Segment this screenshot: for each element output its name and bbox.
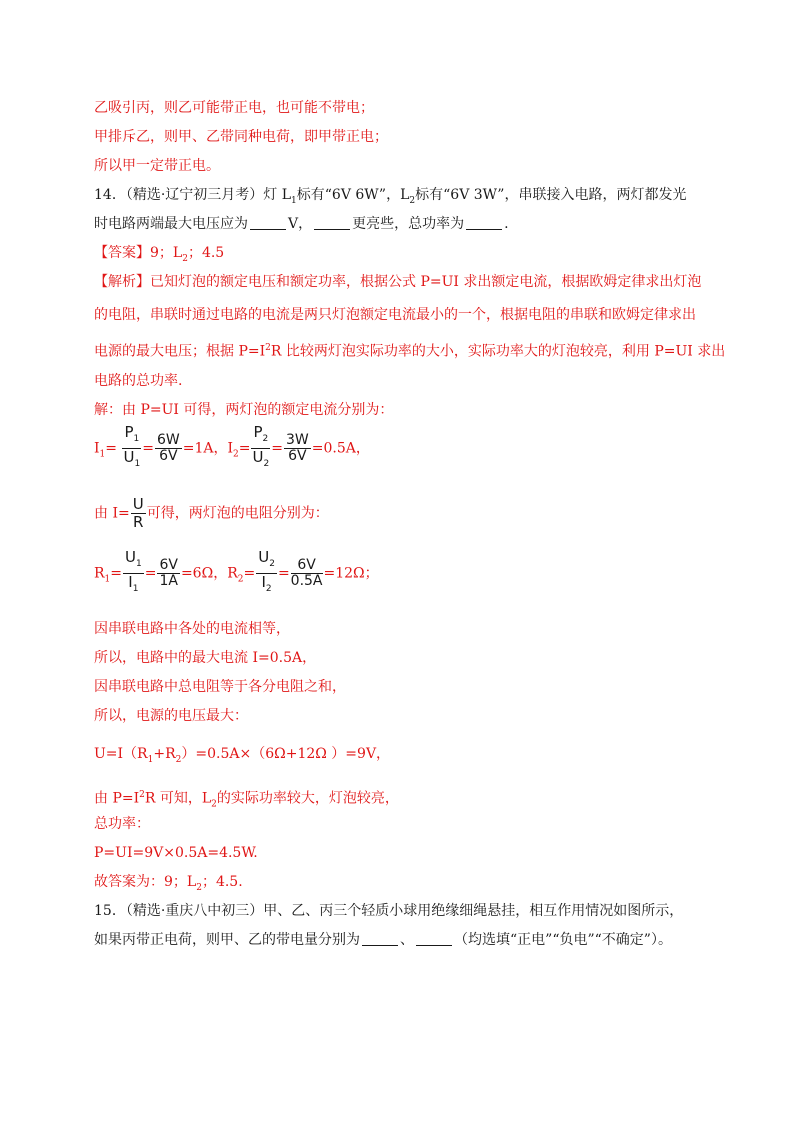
voltage-equation [94, 745, 390, 769]
equals: = [110, 565, 123, 582]
fraction-u-r: $\frac{U}{R}$ [132, 495, 144, 531]
text: 由 I= [94, 505, 130, 522]
power-comparison [94, 786, 399, 813]
analysis-tag: 【解析】 [94, 274, 150, 290]
text: 标有“6V 3W”，串联接入电路，两灯都发光 [415, 187, 687, 203]
fraction-u2-i2 [256, 549, 277, 598]
answer-blank [314, 215, 350, 230]
subscript: 1 [99, 449, 106, 460]
answer-blank [466, 215, 502, 230]
solution-intro [94, 401, 393, 419]
equals: = [144, 565, 157, 582]
symbol: I [128, 573, 133, 591]
question-15-line2 [94, 931, 672, 949]
superscript: 2 [265, 343, 271, 353]
text: 9；L [150, 245, 183, 261]
text: R 比较两灯泡实际功率的大小，实际功率大的灯泡较亮，利用 P=UI 求出 [270, 343, 726, 360]
subscript: 2 [269, 559, 275, 569]
answer-blank [250, 215, 286, 230]
text: V， [288, 216, 313, 232]
answer-blank [416, 931, 452, 946]
symbol: U [125, 548, 136, 566]
text: 时电路两端最大电压应为 [94, 216, 248, 232]
subscript: 1 [133, 434, 140, 444]
text: 15．（精选·重庆八中初三）甲、乙、丙三个轻质小球用绝缘细绳悬挂，相互作用情况如图所示， [94, 903, 684, 919]
symbol: I [261, 573, 266, 591]
equals: = [277, 565, 290, 582]
text: =0.5A， [311, 440, 370, 457]
text: +R [153, 746, 176, 762]
fraction-p1-u1 [122, 424, 141, 473]
text: R 可知，L [144, 790, 212, 807]
question-15-line1 [94, 902, 683, 920]
text: 14．（精选·辽宁初三月考）灯 L [94, 187, 292, 203]
ohm-law-line [94, 496, 329, 531]
subscript: 2 [211, 799, 217, 810]
fraction-3w-6v: $\frac{3W}{6V}$ [285, 432, 309, 464]
text: 电路的总功率. [94, 373, 183, 389]
answer-tag: 【答案】 [94, 245, 150, 261]
fraction-6w-6v: $\frac{6W}{6V}$ [156, 432, 180, 464]
subscript: 2 [182, 253, 188, 264]
final-answer [94, 873, 243, 897]
total-power-equation [94, 844, 258, 862]
subscript: 1 [132, 584, 139, 594]
text: 故答案为：9；L [94, 874, 197, 890]
symbol: P [124, 423, 134, 441]
symbol: U [252, 448, 264, 466]
text: = [105, 440, 117, 457]
text: R [94, 565, 105, 582]
question-14-line1 [94, 186, 686, 210]
question-14-line2 [94, 215, 509, 233]
fraction-6v-05a: $\frac{6V}{0.5A}$ [290, 557, 323, 589]
text: 解：由 P=UI 可得，两灯泡的额定电流分别为： [94, 402, 394, 418]
text-line [94, 649, 316, 667]
subscript: 2 [265, 584, 272, 594]
text: 电源的最大电压；根据 P=I [94, 343, 266, 360]
subscript: 1 [134, 459, 141, 469]
text-line [94, 620, 290, 638]
fraction-u1-i1 [123, 549, 144, 598]
text: =12Ω； [323, 565, 379, 582]
text: P=UI=9V×0.5A=4.5W. [94, 845, 258, 861]
equals: = [271, 440, 283, 457]
subscript: 2 [196, 882, 202, 893]
subscript: 2 [262, 434, 269, 444]
equals: = [243, 565, 256, 582]
analysis-line2 [94, 306, 696, 324]
answer-line [94, 244, 224, 268]
subscript: 1 [104, 574, 111, 585]
resistance-formula [94, 549, 379, 598]
text: 可得，两灯泡的电阻分别为： [146, 505, 329, 522]
fraction-6v-1a: $\frac{6V}{1A}$ [159, 557, 178, 589]
subscript: 1 [136, 559, 142, 569]
equals: = [238, 440, 251, 457]
text: 已知灯泡的额定电压和额定功率，根据公式 P=UI 求出额定电流，根据欧姆定律求出灯泡 [150, 274, 702, 290]
text: 所以，电路中的最大电流 I=0.5A， [94, 650, 317, 666]
text-line [94, 707, 248, 725]
text: 因串联电路中各处的电流相等， [94, 621, 290, 637]
text: U=I（R [94, 746, 148, 762]
symbol: U [123, 448, 135, 466]
text-line [94, 99, 374, 117]
subscript: 2 [409, 195, 416, 206]
text: =1A，I [182, 440, 233, 457]
text-line [94, 815, 150, 833]
subscript: 2 [263, 459, 270, 469]
text: 标有“6V 6W”，L [296, 187, 410, 203]
text: 更亮些，总功率为 [352, 216, 465, 232]
subscript: 2 [175, 754, 182, 765]
text: 因串联电路中总电阻等于各分电阻之和， [94, 679, 346, 695]
text: I [94, 440, 100, 457]
text: 乙吸引丙，则乙可能带正电，也可能不带电； [94, 100, 374, 116]
current-formula [94, 424, 370, 473]
analysis-line3 [94, 339, 725, 361]
text: =6Ω，R [180, 565, 238, 582]
subscript: 2 [237, 574, 244, 585]
text: ；4.5 [187, 245, 225, 261]
subscript: 1 [147, 754, 154, 765]
text: 所以甲一定带正电。 [94, 158, 220, 174]
equals: = [142, 440, 154, 457]
symbol: U [258, 548, 270, 566]
text-line [94, 678, 346, 696]
text: 如果丙带正电荷，则甲、乙的带电量分别为 [94, 932, 360, 948]
text: 由 P=I [94, 790, 140, 807]
text: 总功率： [94, 816, 150, 832]
superscript: 2 [139, 790, 145, 800]
subscript: 2 [233, 449, 239, 460]
fraction-p2-u2 [251, 424, 270, 473]
analysis-line1 [94, 273, 701, 291]
text: 的电阻，串联时通过电路的电流是两只灯泡额定电流最小的一个，根据电阻的串联和欧姆定律求出 [94, 307, 696, 323]
subscript: 1 [291, 195, 297, 206]
text: . [504, 216, 509, 232]
text-line [94, 157, 220, 175]
answer-blank [362, 931, 398, 946]
text: 所以，电源的电压最大： [94, 708, 248, 724]
text: 甲排斥乙，则甲、乙带同种电荷，即甲带正电； [94, 129, 388, 145]
symbol: P [253, 423, 263, 441]
analysis-line4 [94, 372, 182, 390]
text: （均选填“正电”“负电”“不确定”）。 [454, 932, 672, 948]
text-line [94, 128, 388, 146]
text: 的实际功率较大，灯泡较亮， [216, 790, 399, 807]
text: ；4.5. [201, 874, 243, 890]
text: 、 [400, 932, 414, 948]
text: ）=0.5A×（6Ω+12Ω ）=9V， [181, 746, 391, 762]
